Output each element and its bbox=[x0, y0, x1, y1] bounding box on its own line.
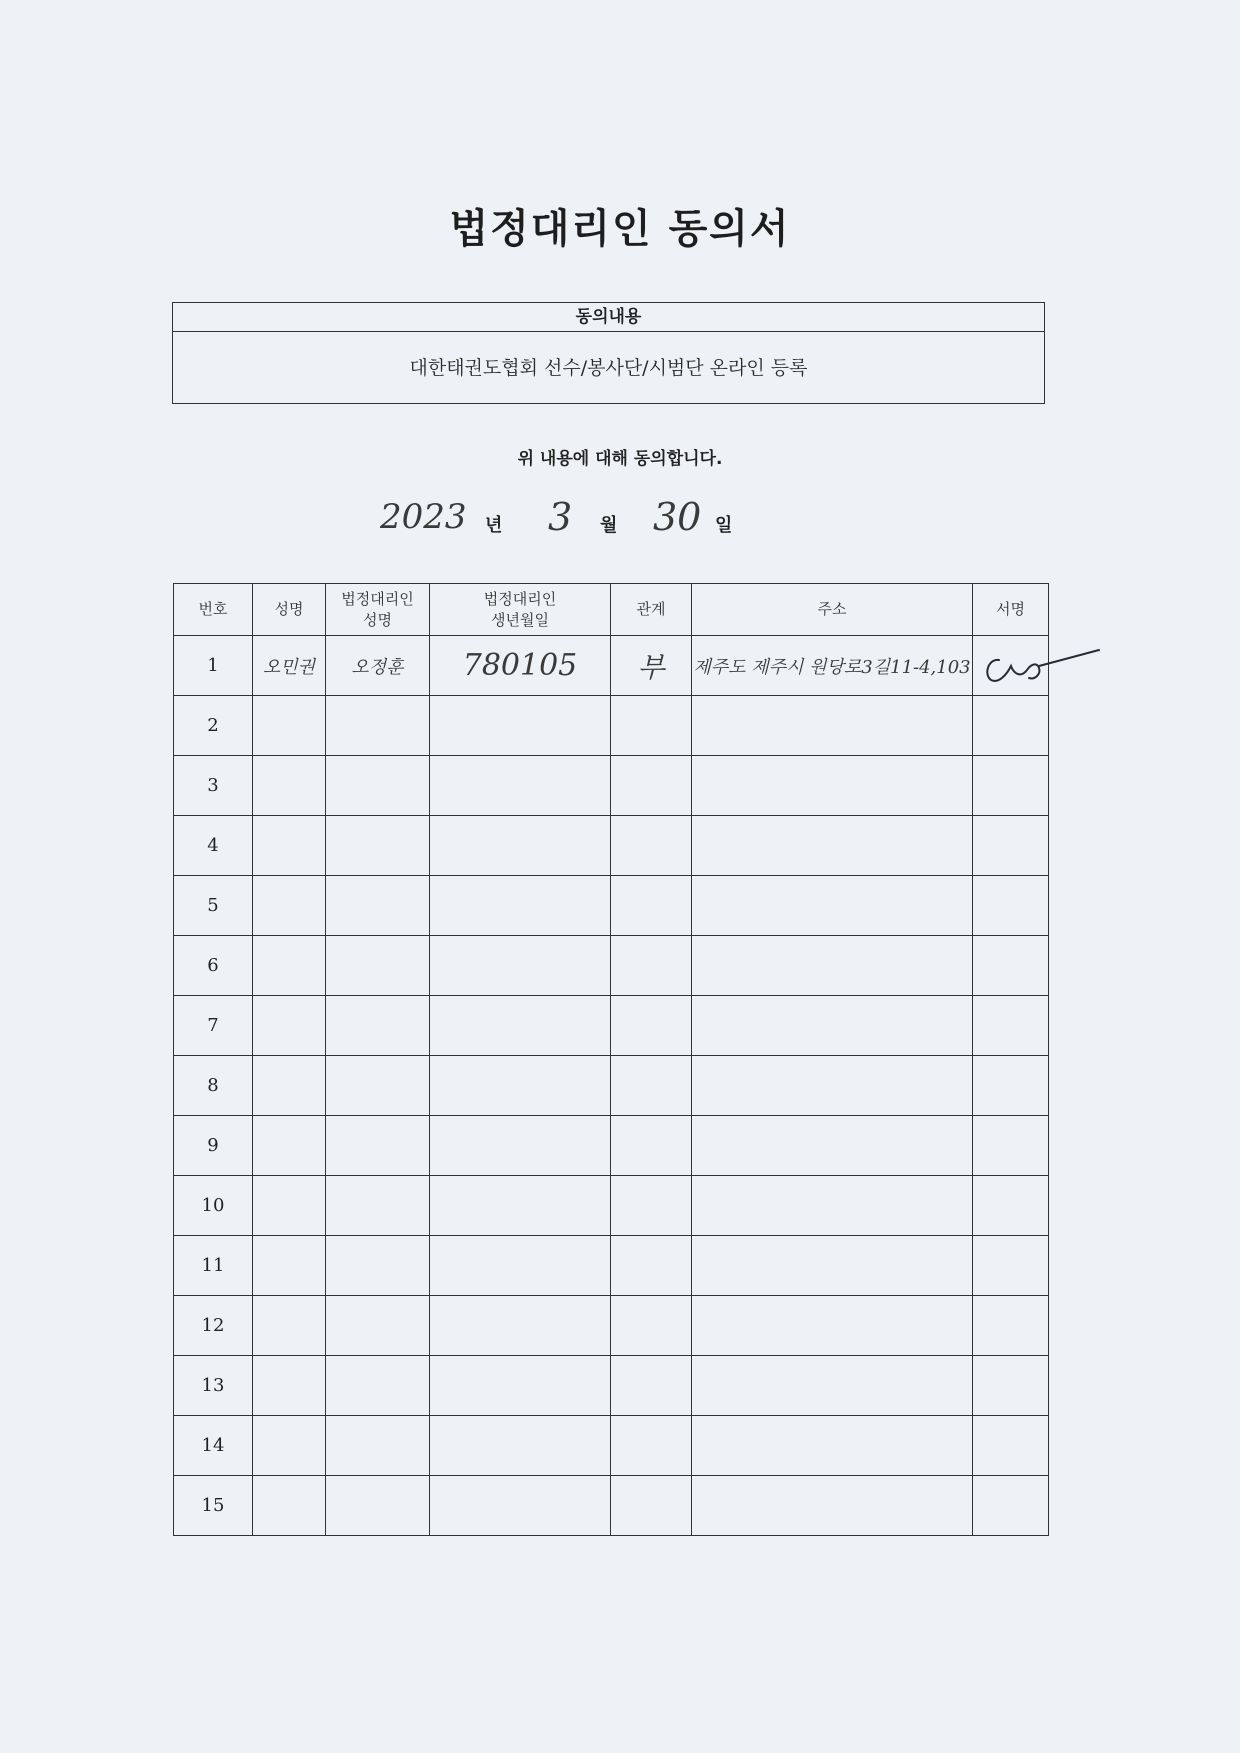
row-guardian-birth bbox=[430, 1116, 611, 1176]
table-row bbox=[174, 756, 1049, 816]
row-guardian-name bbox=[326, 756, 430, 816]
row-signature bbox=[973, 756, 1049, 816]
row-address bbox=[692, 1056, 973, 1116]
row-guardian-name bbox=[326, 1416, 430, 1476]
row-signature bbox=[973, 1296, 1049, 1356]
row-guardian-birth bbox=[430, 1476, 611, 1536]
row-relation bbox=[611, 816, 692, 876]
row-no: 5 bbox=[174, 876, 253, 936]
row-name bbox=[253, 816, 326, 876]
row-guardian-birth bbox=[430, 936, 611, 996]
row-guardian-name bbox=[326, 1056, 430, 1116]
row-guardian-name bbox=[326, 1236, 430, 1296]
table-row bbox=[174, 1296, 1049, 1356]
table-row bbox=[174, 1476, 1049, 1536]
row-signature bbox=[973, 1356, 1049, 1416]
row-relation bbox=[611, 1176, 692, 1236]
row-guardian-birth: 780105 bbox=[430, 636, 611, 696]
row-signature bbox=[973, 1416, 1049, 1476]
row-guardian-birth bbox=[430, 816, 611, 876]
date-year-value: 2023 bbox=[380, 497, 467, 537]
row-guardian-name bbox=[326, 1296, 430, 1356]
table-row bbox=[174, 1056, 1049, 1116]
row-no: 11 bbox=[174, 1236, 253, 1296]
row-name bbox=[253, 936, 326, 996]
row-guardian-name bbox=[326, 1356, 430, 1416]
row-address bbox=[692, 876, 973, 936]
row-signature bbox=[973, 636, 1049, 696]
row-signature bbox=[973, 996, 1049, 1056]
row-guardian-birth bbox=[430, 876, 611, 936]
row-address bbox=[692, 1176, 973, 1236]
row-relation bbox=[611, 936, 692, 996]
guardian-roster-table bbox=[173, 583, 1049, 1536]
row-no: 1 bbox=[174, 636, 253, 696]
row-relation bbox=[611, 1236, 692, 1296]
row-guardian-birth bbox=[430, 1356, 611, 1416]
table-row bbox=[174, 816, 1049, 876]
row-address bbox=[692, 1416, 973, 1476]
row-guardian-birth bbox=[430, 1176, 611, 1236]
row-guardian-name bbox=[326, 1116, 430, 1176]
row-relation bbox=[611, 1416, 692, 1476]
row-no: 7 bbox=[174, 996, 253, 1056]
row-guardian-name bbox=[326, 936, 430, 996]
row-signature bbox=[973, 1236, 1049, 1296]
date-month-value: 3 bbox=[548, 495, 573, 539]
table-row bbox=[174, 636, 1049, 696]
table-row bbox=[174, 996, 1049, 1056]
row-no: 9 bbox=[174, 1116, 253, 1176]
row-name bbox=[253, 1056, 326, 1116]
date-day-unit: 일 bbox=[715, 515, 733, 536]
row-guardian-name bbox=[326, 1176, 430, 1236]
date-year-unit: 년 bbox=[485, 515, 503, 536]
consent-content-box bbox=[172, 302, 1045, 404]
row-address bbox=[692, 1116, 973, 1176]
table-row bbox=[174, 1176, 1049, 1236]
date-month-unit: 월 bbox=[600, 515, 618, 536]
row-guardian-birth bbox=[430, 756, 611, 816]
row-address bbox=[692, 696, 973, 756]
row-guardian-birth bbox=[430, 1416, 611, 1476]
row-relation bbox=[611, 756, 692, 816]
table-row bbox=[174, 936, 1049, 996]
row-guardian-name bbox=[326, 1476, 430, 1536]
agreement-statement: 위 내용에 대해 동의합니다. bbox=[517, 449, 723, 469]
row-address bbox=[692, 1476, 973, 1536]
table-row bbox=[174, 1416, 1049, 1476]
row-no: 3 bbox=[174, 756, 253, 816]
row-signature bbox=[973, 1176, 1049, 1236]
table-row bbox=[174, 876, 1049, 936]
row-name bbox=[253, 1296, 326, 1356]
row-name bbox=[253, 876, 326, 936]
row-signature bbox=[973, 816, 1049, 876]
row-signature bbox=[973, 696, 1049, 756]
row-signature bbox=[973, 1056, 1049, 1116]
row-guardian-birth bbox=[430, 1296, 611, 1356]
row-no: 14 bbox=[174, 1416, 253, 1476]
table-row bbox=[174, 1356, 1049, 1416]
header-signature: 서명 bbox=[973, 584, 1049, 636]
consent-content-header: 동의내용 bbox=[173, 303, 1044, 332]
table-row bbox=[174, 696, 1049, 756]
document-title: 법정대리인 동의서 bbox=[449, 206, 791, 252]
table-row bbox=[174, 1116, 1049, 1176]
row-relation bbox=[611, 1056, 692, 1116]
row-no: 13 bbox=[174, 1356, 253, 1416]
row-signature bbox=[973, 1476, 1049, 1536]
row-name: 오민권 bbox=[253, 636, 326, 696]
row-relation bbox=[611, 696, 692, 756]
header-relation: 관계 bbox=[611, 584, 692, 636]
row-guardian-name bbox=[326, 996, 430, 1056]
handwritten-signature bbox=[981, 644, 1101, 688]
row-no: 15 bbox=[174, 1476, 253, 1536]
row-no: 4 bbox=[174, 816, 253, 876]
row-name bbox=[253, 1116, 326, 1176]
row-signature bbox=[973, 1116, 1049, 1176]
row-address bbox=[692, 1296, 973, 1356]
row-guardian-name bbox=[326, 696, 430, 756]
table-row bbox=[174, 1236, 1049, 1296]
row-guardian-birth bbox=[430, 696, 611, 756]
row-address: 제주도 제주시 원당로3길11-4,103 bbox=[692, 636, 973, 696]
row-relation bbox=[611, 876, 692, 936]
row-name bbox=[253, 1236, 326, 1296]
consent-content-body: 대한태권도협회 선수/봉사단/시범단 온라인 등록 bbox=[409, 357, 808, 379]
row-no: 12 bbox=[174, 1296, 253, 1356]
row-name bbox=[253, 1476, 326, 1536]
header-name: 성명 bbox=[253, 584, 326, 636]
row-address bbox=[692, 816, 973, 876]
row-relation: 부 bbox=[611, 636, 692, 696]
row-guardian-birth bbox=[430, 996, 611, 1056]
row-guardian-name bbox=[326, 876, 430, 936]
row-guardian-name: 오정훈 bbox=[326, 636, 430, 696]
row-relation bbox=[611, 1356, 692, 1416]
row-address bbox=[692, 1236, 973, 1296]
header-guardian-birth: 법정대리인 생년월일 bbox=[430, 584, 611, 636]
row-name bbox=[253, 756, 326, 816]
row-no: 2 bbox=[174, 696, 253, 756]
header-guardian-name: 법정대리인 성명 bbox=[326, 584, 430, 636]
row-address bbox=[692, 936, 973, 996]
row-relation bbox=[611, 1116, 692, 1176]
row-no: 8 bbox=[174, 1056, 253, 1116]
row-name bbox=[253, 1416, 326, 1476]
row-address bbox=[692, 756, 973, 816]
row-address bbox=[692, 996, 973, 1056]
row-address bbox=[692, 1356, 973, 1416]
row-no: 10 bbox=[174, 1176, 253, 1236]
row-relation bbox=[611, 1476, 692, 1536]
row-guardian-birth bbox=[430, 1236, 611, 1296]
row-name bbox=[253, 696, 326, 756]
row-guardian-name bbox=[326, 816, 430, 876]
row-name bbox=[253, 1176, 326, 1236]
row-relation bbox=[611, 1296, 692, 1356]
row-signature bbox=[973, 876, 1049, 936]
date-day-value: 30 bbox=[653, 495, 702, 539]
row-guardian-birth bbox=[430, 1056, 611, 1116]
row-name bbox=[253, 996, 326, 1056]
row-relation bbox=[611, 996, 692, 1056]
row-no: 6 bbox=[174, 936, 253, 996]
header-address: 주소 bbox=[692, 584, 973, 636]
table-header-row bbox=[174, 584, 1049, 636]
header-no: 번호 bbox=[174, 584, 253, 636]
row-signature bbox=[973, 936, 1049, 996]
row-name bbox=[253, 1356, 326, 1416]
